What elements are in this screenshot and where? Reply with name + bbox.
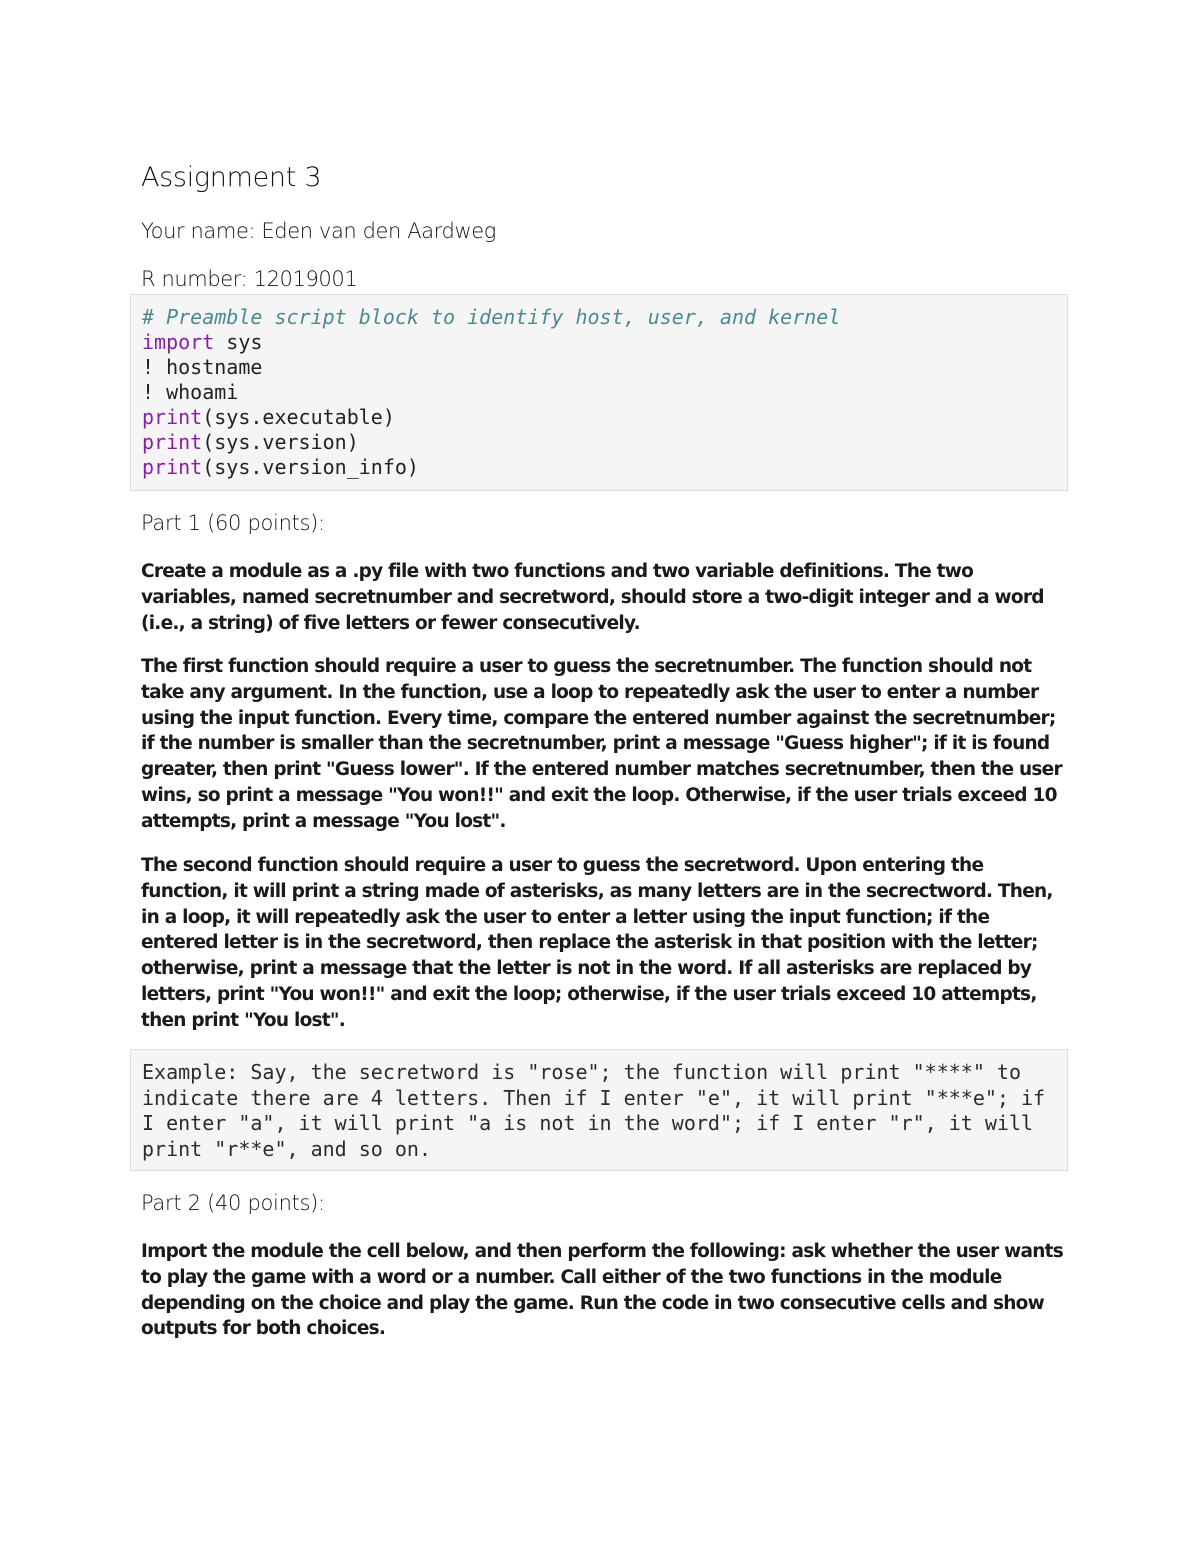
part1-paragraph-module: Create a module as a .py file with two functions and two variable definitions. The two variables, named secretnumber and secretword, should store a two-digit integer and a word (i.e., a string) of five letters or fewer consecutively. <box>141 561 1044 634</box>
code-line-import <box>142 330 1067 355</box>
code-line-print-version <box>142 430 1067 455</box>
code-text: ! hostname <box>142 355 263 379</box>
code-line-hostname <box>142 355 1067 380</box>
student-name-line: Your name: Eden van den Aardweg <box>141 219 496 243</box>
preamble-code-cell[interactable] <box>130 294 1068 491</box>
r-number-line: R number: 12019001 <box>141 267 358 291</box>
code-keyword: print <box>142 430 203 454</box>
example-code-cell[interactable]: Example: Say, the secretword is "rose"; the function will print "****" to indicate there are 4 letters. Then if I enter "e", it will print "***e"; if I enter "a", it will print "a is not in the word"; if I enter "r", it will print "r**e", and so on. <box>130 1049 1068 1171</box>
code-text: ! whoami <box>142 380 239 404</box>
part2-heading: Part 2 (40 points): <box>141 1191 325 1215</box>
code-text: (sys.version) <box>202 430 359 454</box>
code-keyword: print <box>142 405 203 429</box>
part1-heading: Part 1 (60 points): <box>141 511 325 535</box>
page-title: Assignment 3 <box>141 162 322 193</box>
code-line-print-executable <box>142 405 1067 430</box>
code-line-print-version-info <box>142 455 1067 480</box>
code-line-whoami <box>142 380 1067 405</box>
part1-paragraph-number-function: The first function should require a user to guess the secretnumber. The function should not take any argument. In the function, use a loop to repeatedly ask the user to enter a number using the input function. Every time, compare the entered number against the secretnumber; if the number is smaller than the secretnumber, print a message "Guess higher"; if it is found greater, then print "Guess lower". If the entered number matches secretnumber, then the user wins, so print a message "You won!!" and exit the loop. Otherwise, if the user trials exceed 10 attempts, print a message "You lost". <box>141 656 1062 832</box>
code-text: sys <box>214 330 263 354</box>
code-comment: # Preamble script block to identify host, user, and kernel <box>142 305 841 329</box>
part2-paragraph: Import the module the cell below, and then perform the following: ask whether the user wants to play the game with a word or a number. Call either of the two functions in the module depending on the choice and play the game. Run the code in two consecutive cells and show outputs for both choices. <box>141 1241 1064 1340</box>
code-keyword: print <box>142 455 203 479</box>
code-keyword: import <box>142 330 215 354</box>
code-text: (sys.executable) <box>202 405 395 429</box>
part1-paragraph-word-function: The second function should require a user to guess the secretword. Upon entering the function, it will print a string made of asterisks, as many letters are in the secrectword. Then, in a loop, it will repeatedly ask the user to enter a letter using the input function; if the entered letter is in the secretword, then replace the asterisk in that position with the letter; otherwise, print a message that the letter is not in the word. If all asterisks are replaced by letters, print "You won!!" and exit the loop; otherwise, if the user trials exceed 10 attempts, then print "You lost". <box>141 855 1053 1031</box>
code-text: (sys.version_info) <box>202 455 419 479</box>
